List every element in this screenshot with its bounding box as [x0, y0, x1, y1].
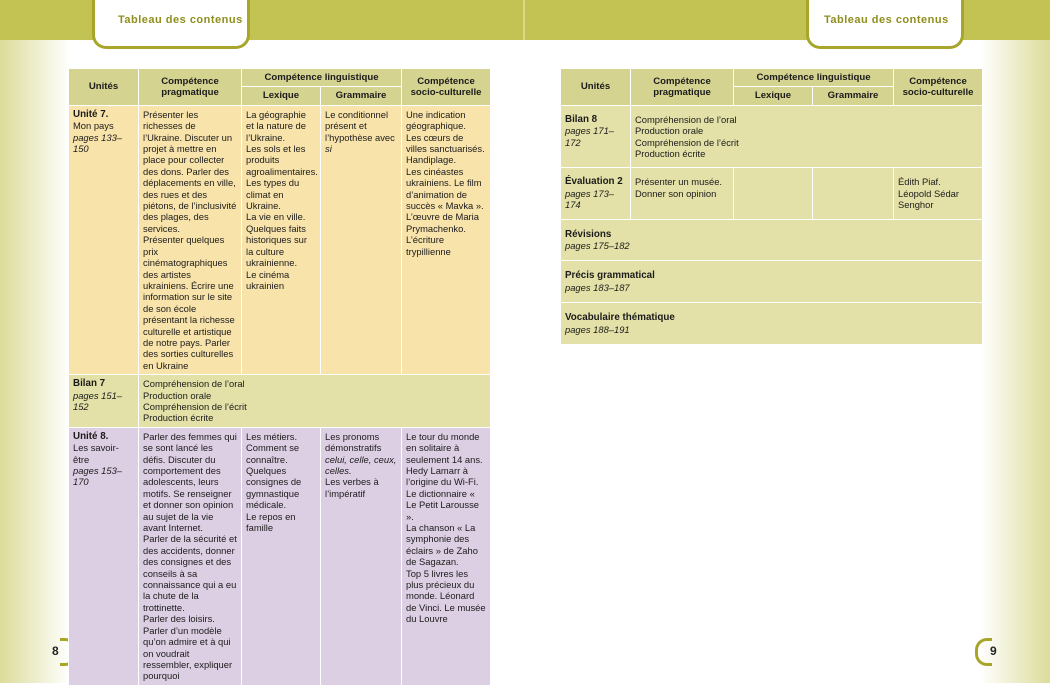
- bilan8-title: Bilan 8: [565, 113, 598, 125]
- col-header-grammaire: Grammaire: [321, 87, 402, 105]
- evaluation2-pragmatique: Présenter un musée. Donner son opinion: [631, 168, 734, 219]
- unit8-grammaire-pronouns: celui, celle, ceux, celles.: [325, 453, 397, 476]
- evaluation2-lexique: [734, 168, 813, 219]
- evaluation2-cell: [561, 168, 631, 219]
- unit8-pages: pages 153–170: [73, 465, 123, 488]
- col-header-pragmatique: Compétence pragmatique: [631, 69, 734, 106]
- vocabulaire-pages: pages 188–191: [565, 323, 630, 335]
- unit8-name: Les savoir-être: [73, 442, 119, 465]
- col-header-lexique: Lexique: [734, 87, 813, 105]
- revisions-cell: [561, 219, 983, 261]
- vocabulaire-title: Vocabulaire thématique: [565, 312, 675, 324]
- unit8-lexique: Les métiers. Comment se connaître. Quelques consignes de gymnastique médicale. Le repos en famille: [242, 427, 321, 685]
- right-contents-table: [560, 68, 983, 345]
- col-header-grammaire: Grammaire: [813, 87, 894, 105]
- table-row-precis: [561, 261, 983, 303]
- page-number-left: 8: [52, 644, 59, 658]
- precis-cell: [561, 261, 983, 303]
- revisions-pages: pages 175–182: [565, 240, 630, 252]
- unit7-title: Unité 7.: [73, 108, 109, 120]
- bilan7-cell: [69, 375, 139, 428]
- col-header-socio: Compétence socio-culturelle: [402, 69, 491, 106]
- table-row-bilan7: [69, 375, 491, 428]
- table-header-row: [561, 69, 983, 87]
- left-header-title: Tableau des contenus: [118, 14, 243, 26]
- evaluation2-pages: pages 173–174: [565, 187, 615, 211]
- unit8-cell: [69, 427, 139, 685]
- bilan7-content: Compréhension de l’oral Production orale Compréhension de l’écrit Production écrite: [139, 375, 491, 428]
- right-header-title: Tableau des contenus: [824, 14, 949, 26]
- table-row-evaluation2: [561, 168, 983, 219]
- left-contents-table: [68, 68, 491, 686]
- unit8-socio: Le tour du monde en solitaire à seulement 14 ans. Hedy Lamarr à l’origine du Wi-Fi. Le dictionnaire « Le Petit Larousse ». La chanson « La symphonie des éclairs » de Zaho de Sagazan. Top 5 livres les plus précieux du monde. Léonard de Vinci. Le musée du Louvre: [402, 427, 491, 685]
- col-header-pragmatique: Compétence pragmatique: [139, 69, 242, 106]
- bilan7-title: Bilan 7: [73, 378, 106, 390]
- precis-pages: pages 183–187: [565, 281, 630, 293]
- unit7-pages: pages 133–150: [73, 131, 123, 155]
- evaluation2-title: Évaluation 2: [565, 176, 623, 188]
- table-header-row: [69, 69, 491, 87]
- bilan8-content: Compréhension de l’oral Production orale Compréhension de l’écrit Production écrite: [631, 105, 983, 168]
- table-row-unit7: [69, 105, 491, 374]
- unit7-pragmatique: Présenter les richesses de l’Ukraine. Discuter un projet à mettre en place pour collecter des dons. Parler des déplacements en ville, des rues et des piétons, de l’inclusivité des plages, des services. Présenter quelques prix cinématographiques des artistes ukrainiens. Écrire une information sur le site de son école présentant la richesse culturelle et artistique de notre pays. Parler des sorties culturelles en Ukraine: [139, 105, 242, 374]
- bilan7-pages: pages 151–152: [73, 389, 123, 412]
- col-header-unites: Unités: [69, 69, 139, 106]
- evaluation2-socio: Édith Piaf. Léopold Sédar Senghor: [894, 168, 983, 219]
- unit7-name: Mon pays: [73, 120, 114, 132]
- revisions-title: Révisions: [565, 228, 612, 240]
- unit7-grammaire-si: si: [325, 143, 332, 155]
- vocabulaire-cell: [561, 303, 983, 345]
- unit7-grammaire: [321, 105, 402, 374]
- unit8-grammaire-intro: Les pronoms démonstratifs: [325, 430, 382, 454]
- table-row-unit8: [69, 427, 491, 685]
- page-gutter: [523, 0, 525, 40]
- unit8-title: Unité 8.: [73, 430, 109, 442]
- unit8-grammaire: [321, 427, 402, 685]
- bilan8-pages: pages 171–172: [565, 125, 615, 148]
- unit7-socio: Une indication géographique. Les cœurs de villes sanctuarisés. Handiplage. Les cinéastes ukrainiens. Le film d’animation de succès « Mavka ». L’œuvre de Maria Prymachenko. L’écriture trypillienne: [402, 105, 491, 374]
- col-header-unites: Unités: [561, 69, 631, 106]
- col-header-socio: Compétence socio-culturelle: [894, 69, 983, 106]
- col-header-linguistique: Compétence linguistique: [242, 69, 402, 87]
- unit7-cell: [69, 105, 139, 374]
- col-header-lexique: Lexique: [242, 87, 321, 105]
- unit8-pragmatique: Parler des femmes qui se sont lancé les défis. Discuter du comportement des adolescents, leurs motifs. Se renseigner et donner son opinion au sujet de la vie avant Internet. Parler de la sécurité et des accidents, donner des consignes et des conseils à sa connaissance qui a eu la chute de la trottinette. Parler des loisirs. Parler d’un modèle qu’on admire et à qui on voudrait ressembler, expliquer pourquoi: [139, 427, 242, 685]
- unit8-grammaire-rest: Les verbes à l’impératif: [325, 476, 379, 499]
- col-header-linguistique: Compétence linguistique: [734, 69, 894, 87]
- precis-title: Précis grammatical: [565, 270, 655, 282]
- left-margin-gradient: [0, 40, 70, 683]
- page-number-right: 9: [990, 644, 997, 658]
- unit7-lexique: La géographie et la nature de l’Ukraine. Les sols et les produits agroalimentaires. Les types du climat en Ukraine. La vie en ville. Quelques faits historiques sur la culture ukrainienne. Le cinéma ukrainien: [242, 105, 321, 374]
- table-row-vocabulaire: [561, 303, 983, 345]
- table-row-revisions: [561, 219, 983, 261]
- right-margin-gradient: [980, 40, 1050, 683]
- unit7-grammaire-text: Le conditionnel présent et l’hypothèse avec: [325, 108, 395, 143]
- table-row-bilan8: [561, 105, 983, 168]
- evaluation2-grammaire: [813, 168, 894, 219]
- bilan8-cell: [561, 105, 631, 168]
